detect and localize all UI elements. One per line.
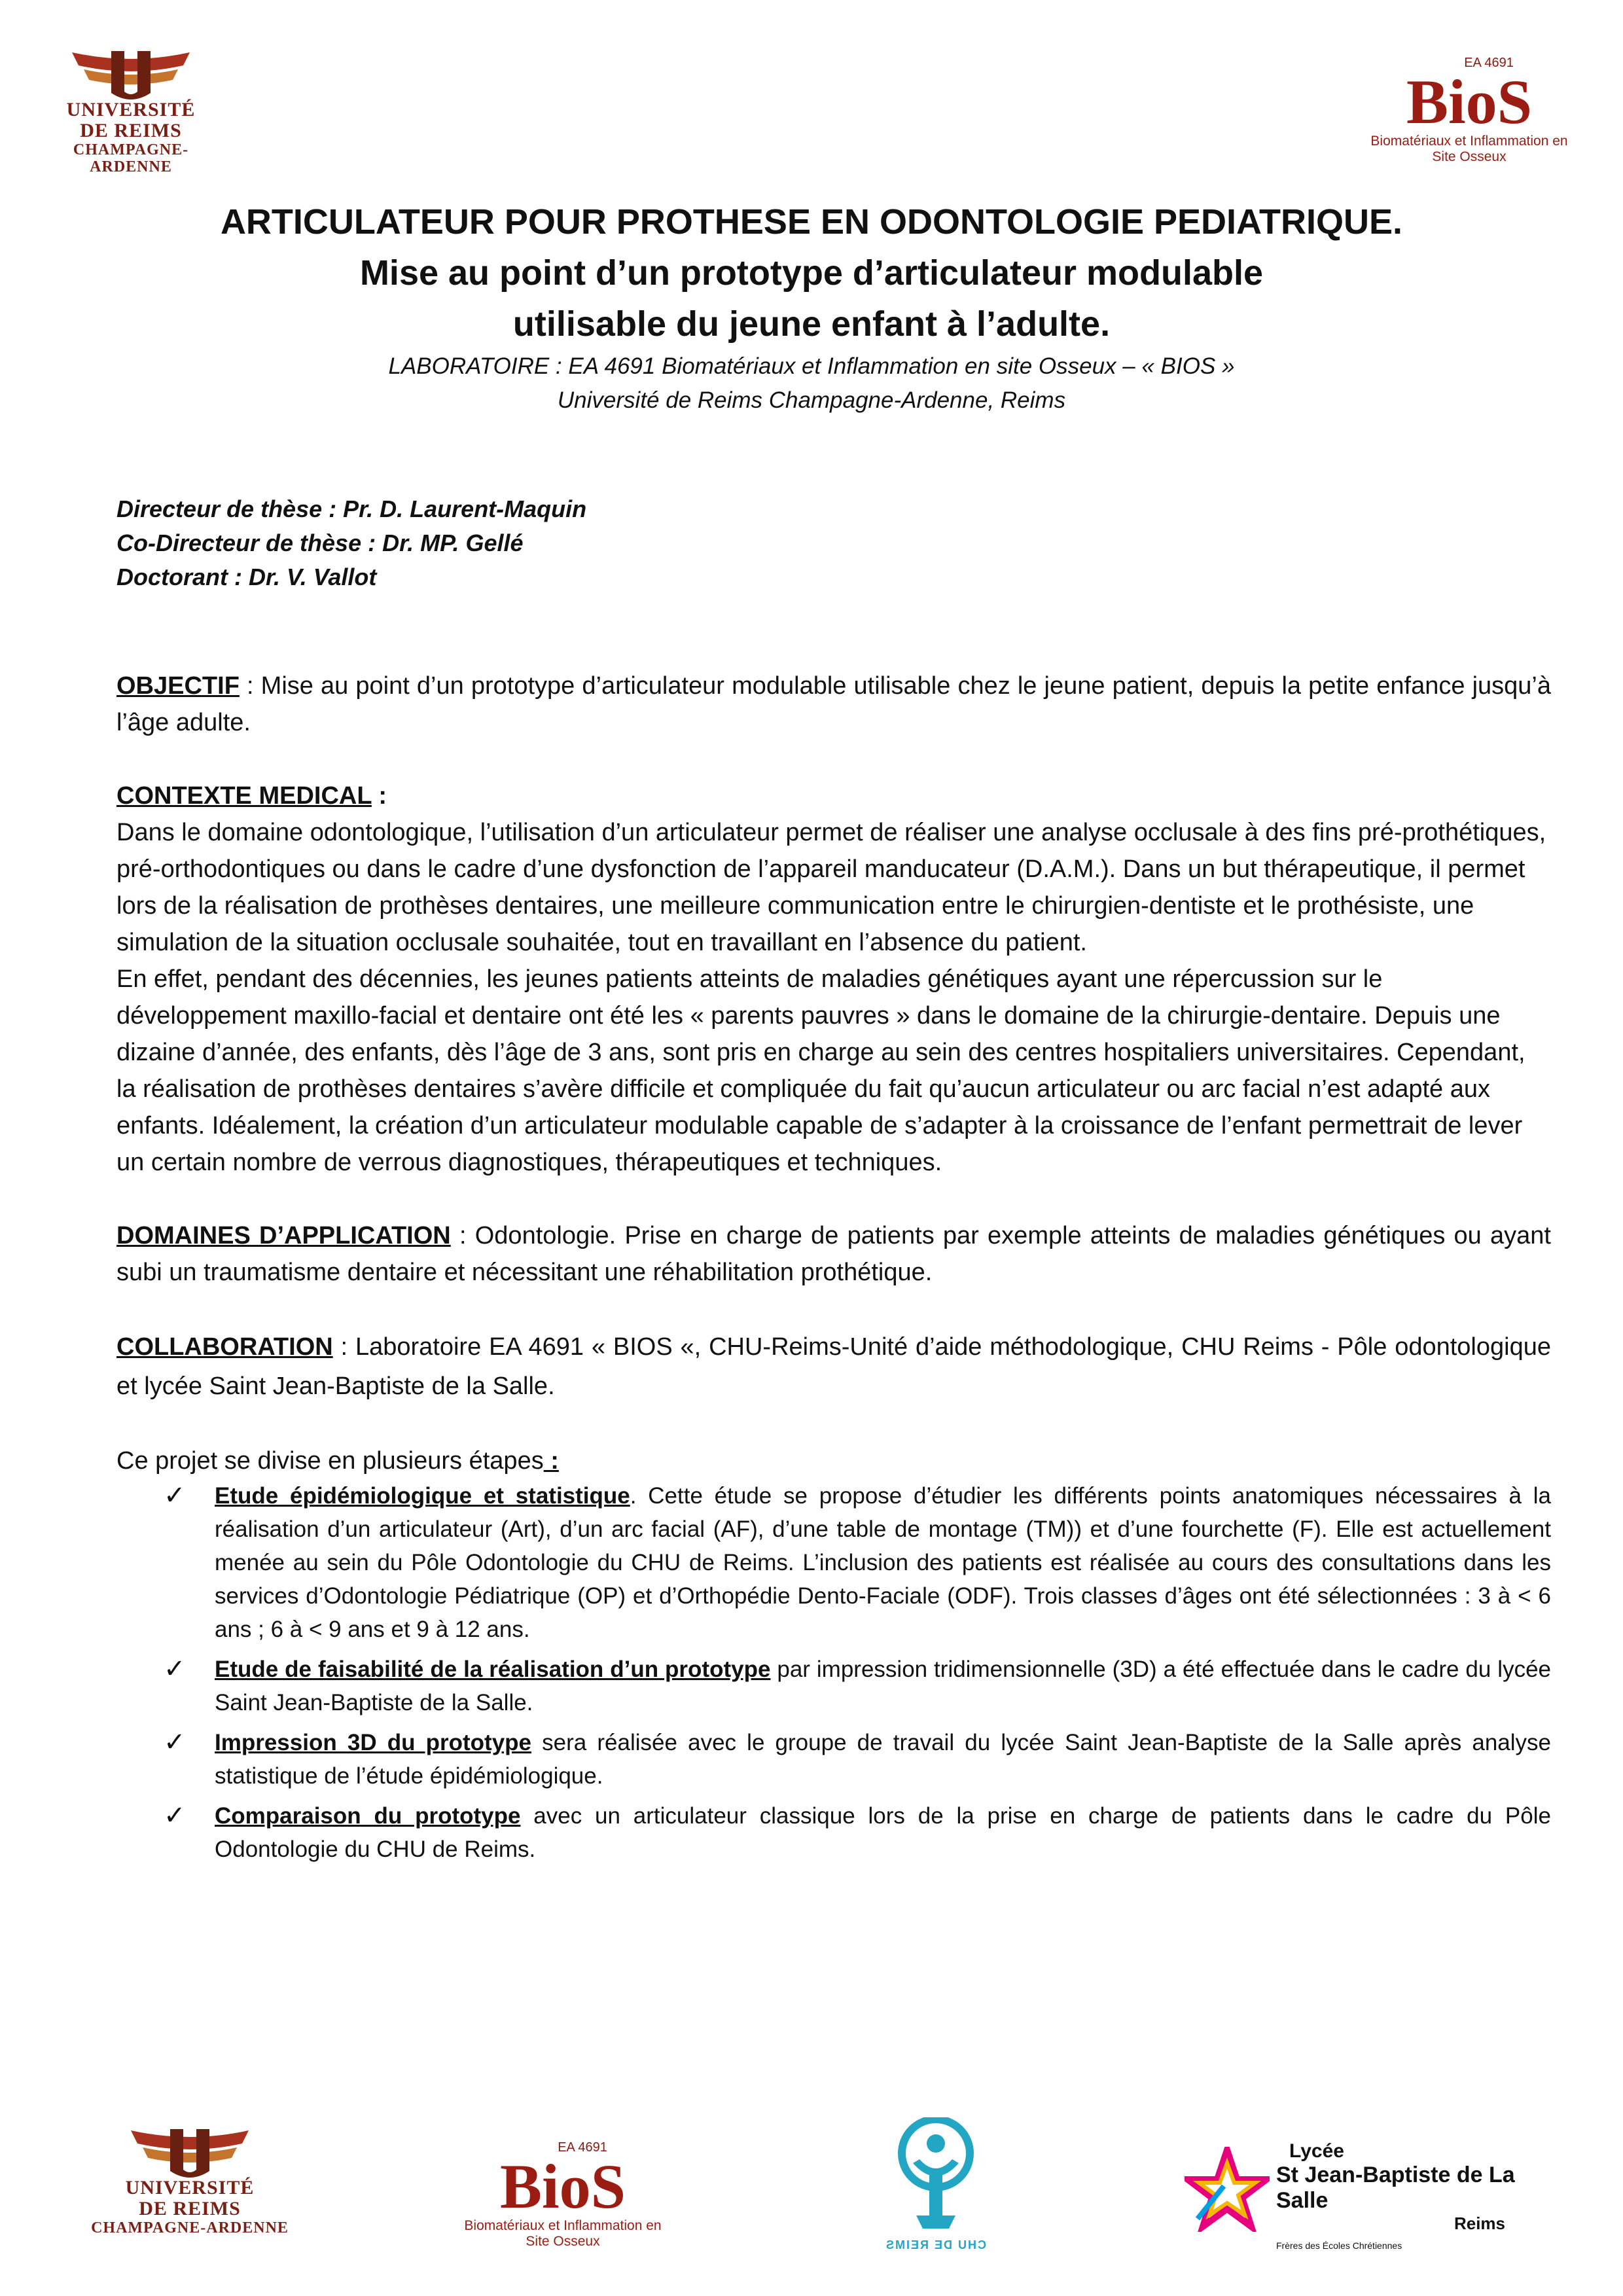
urca-line3: CHAMPAGNE-ARDENNE xyxy=(91,2219,289,2236)
urca-line1: UNIVERSITÉ xyxy=(125,2177,255,2198)
bios-logo xyxy=(1361,56,1577,165)
title-line1: ARTICULATEUR POUR PROTHESE EN ODONTOLOGIE PEDIATRIQUE. xyxy=(220,202,1403,242)
objectif-label: OBJECTIF xyxy=(116,672,240,700)
collaboration-section xyxy=(116,1327,1551,1406)
step-label: Comparaison du prototype xyxy=(215,1803,521,1829)
collaboration-text: : Laboratoire EA 4691 « BIOS «, CHU-Reims-Unité d’aide méthodologique, CHU Reims - Pôle odontologique et lycée Saint Jean-Baptiste de la Salle. xyxy=(116,1333,1551,1400)
bios-ea: EA 4691 xyxy=(1464,56,1514,70)
step-label: Etude épidémiologique et statistique xyxy=(215,1483,630,1509)
title-line2: Mise au point d’un prototype d’articulateur modulable xyxy=(359,253,1264,293)
bios-word: BioS xyxy=(1406,67,1533,137)
list-item xyxy=(116,1799,1551,1866)
contexte-para1: Dans le domaine odontologique, l’utilisation d’un articulateur permet de réaliser une analyse occlusale à des fins pré-prothétiques, pré-orthodontiques ou dans le cadre d’une dysfonction de l’appareil manducateur (D.A.M.). Dans un but thérapeutique, il permet lors de la réalisation de prothèses dentaires, une meilleure communication entre le chirurgien-dentiste et le prothésiste, une simulation de la situation occlusale souhaitée, tout en travaillant en l’absence du patient. xyxy=(116,819,1546,956)
step-text: sera réalisée avec le groupe de travail du lycée Saint Jean-Baptiste de la Salle après analyse statistique de l’étude épidémiologique. xyxy=(215,1730,1551,1789)
objectif-text: : Mise au point d’un prototype d’articulateur modulable utilisable chez le jeune patient, depuis la petite enfance jusqu’à l’âge adulte. xyxy=(116,672,1551,736)
university-line: Université de Reims Champagne-Ardenne, Reims xyxy=(557,387,1066,413)
bios-subtitle: Biomatériaux et Inflammation en Site Osseux xyxy=(1370,134,1568,164)
bios-subtitle: Biomatériaux et Inflammation en Site Osseux xyxy=(464,2218,662,2249)
title-block xyxy=(118,196,1505,418)
contexte-heading xyxy=(116,778,1551,814)
checkmark-icon: ✓ xyxy=(164,1481,186,1510)
content xyxy=(116,668,1551,1873)
co-director: Co-Directeur de thèse : Dr. MP. Gellé xyxy=(116,529,524,556)
doctorant: Doctorant : Dr. V. Vallot xyxy=(116,564,377,590)
step-text: par impression tridimensionnelle (3D) a été effectuée dans le cadre du lycée Saint Jean-Baptiste de la Salle. xyxy=(215,1657,1552,1715)
urca-line2: DE REIMS xyxy=(139,2198,241,2220)
staff-block xyxy=(116,492,586,594)
contexte-para2: En effet, pendant des décennies, les jeunes patients atteints de maladies génétiques ayant une répercussion sur le développement maxillo-facial et dentaire ont été les « parents pauvres » dans le domaine de la chirurgie-dentaire. Depuis une dizaine d’année, des enfants, dès l’âge de 3 ans, sont pris en charge au sein des centres hospitaliers universitaires. Cependant, la réalisation de prothèses dentaires s’avère difficile et compliquée du fait qu’aucun articulateur ou arc facial n’est adapté aux enfants. Idéalement, la création d’un articulateur modulable capable de s’adapter à la croissance de l’enfant permettrait de lever un certain nombre de verrous diagnostiques, thérapeutiques et techniques. xyxy=(116,965,1525,1176)
lycee-line4: Frères des Écoles Chrétiennes xyxy=(1276,2240,1402,2251)
step-label: Impression 3D du prototype xyxy=(215,1730,532,1755)
chu-tree-icon xyxy=(887,2117,985,2235)
urca-emblem-icon xyxy=(65,46,196,99)
lycee-line1: Lycée xyxy=(1289,2140,1344,2162)
chu-text: CHU DE REIMS xyxy=(885,2238,987,2251)
objectif-section xyxy=(116,668,1551,741)
footer-urca-logo xyxy=(85,2124,294,2237)
steps-list xyxy=(116,1479,1551,1866)
urca-line2: DE REIMS xyxy=(80,120,182,142)
urca-line1: UNIVERSITÉ xyxy=(66,99,196,120)
urca-line3: CHAMPAGNE-ARDENNE xyxy=(73,141,189,175)
title-line3: utilisable du jeune enfant à l’adulte. xyxy=(512,304,1111,344)
director: Directeur de thèse : Pr. D. Laurent-Maquin xyxy=(116,495,587,522)
list-item xyxy=(116,1479,1551,1646)
etapes-intro-text: Ce projet se divise en plusieurs étapes xyxy=(116,1447,544,1475)
step-text: avec un articulateur classique lors de la prise en charge de patients dans le cadre du Pôle Odontologie du CHU de Reims. xyxy=(215,1803,1551,1862)
checkmark-icon: ✓ xyxy=(164,1801,186,1830)
lycee-line3: Reims xyxy=(1454,2214,1505,2233)
checkmark-icon: ✓ xyxy=(164,1655,186,1683)
etapes-intro-suffix: : xyxy=(543,1447,559,1475)
lycee-line2: St Jean-Baptiste de La Salle xyxy=(1276,2162,1515,2213)
etapes-intro xyxy=(116,1443,1551,1479)
contexte-suffix: : xyxy=(371,782,387,810)
collaboration-label: COLLABORATION xyxy=(116,1333,333,1361)
star-icon xyxy=(1185,2147,1270,2232)
bios-word: BioS xyxy=(499,2151,626,2221)
domaines-text: : Odontologie. Prise en charge de patients par exemple atteints de maladies génétiques ou ayant subi un traumatisme dentaire et nécessitant une réhabilitation prothétique. xyxy=(116,1222,1551,1286)
checkmark-icon: ✓ xyxy=(164,1728,186,1757)
domaines-label: DOMAINES D’APPLICATION xyxy=(116,1222,451,1249)
list-item xyxy=(116,1726,1551,1793)
urca-logo xyxy=(39,46,223,176)
bios-ea: EA 4691 xyxy=(558,2140,607,2155)
list-item xyxy=(116,1653,1551,1719)
step-text: . Cette étude se propose d’étudier les différents points anatomiques nécessaires à la réalisation d’un articulateur (Art), d’un arc facial (AF), d’une table de montage (TM)) et d’une fourchette (F). Elle est actuellement menée au sein du Pôle Odontologie du CHU de Reims. L’inclusion des patients est réalisée au cours des consultations dans les services d’Odontologie Pédiatrique (OP) et d’Orthopédie Dento-Faciale (ODF). Trois classes d’âges ont été sélectionnées : 3 à < 6 ans ; 6 à < 9 ans et 9 à 12 ans. xyxy=(215,1483,1551,1642)
domaines-section xyxy=(116,1217,1551,1291)
urca-emblem-icon xyxy=(124,2124,255,2178)
footer-bios-logo xyxy=(452,2140,674,2250)
contexte-label: CONTEXTE MEDICAL xyxy=(116,782,372,810)
lab-line: LABORATOIRE : EA 4691 Biomatériaux et Inflammation en site Osseux – « BIOS » xyxy=(388,353,1235,379)
footer-chu-logo xyxy=(870,2117,1001,2252)
step-label: Etude de faisabilité de la réalisation d’un prototype xyxy=(215,1657,771,1682)
